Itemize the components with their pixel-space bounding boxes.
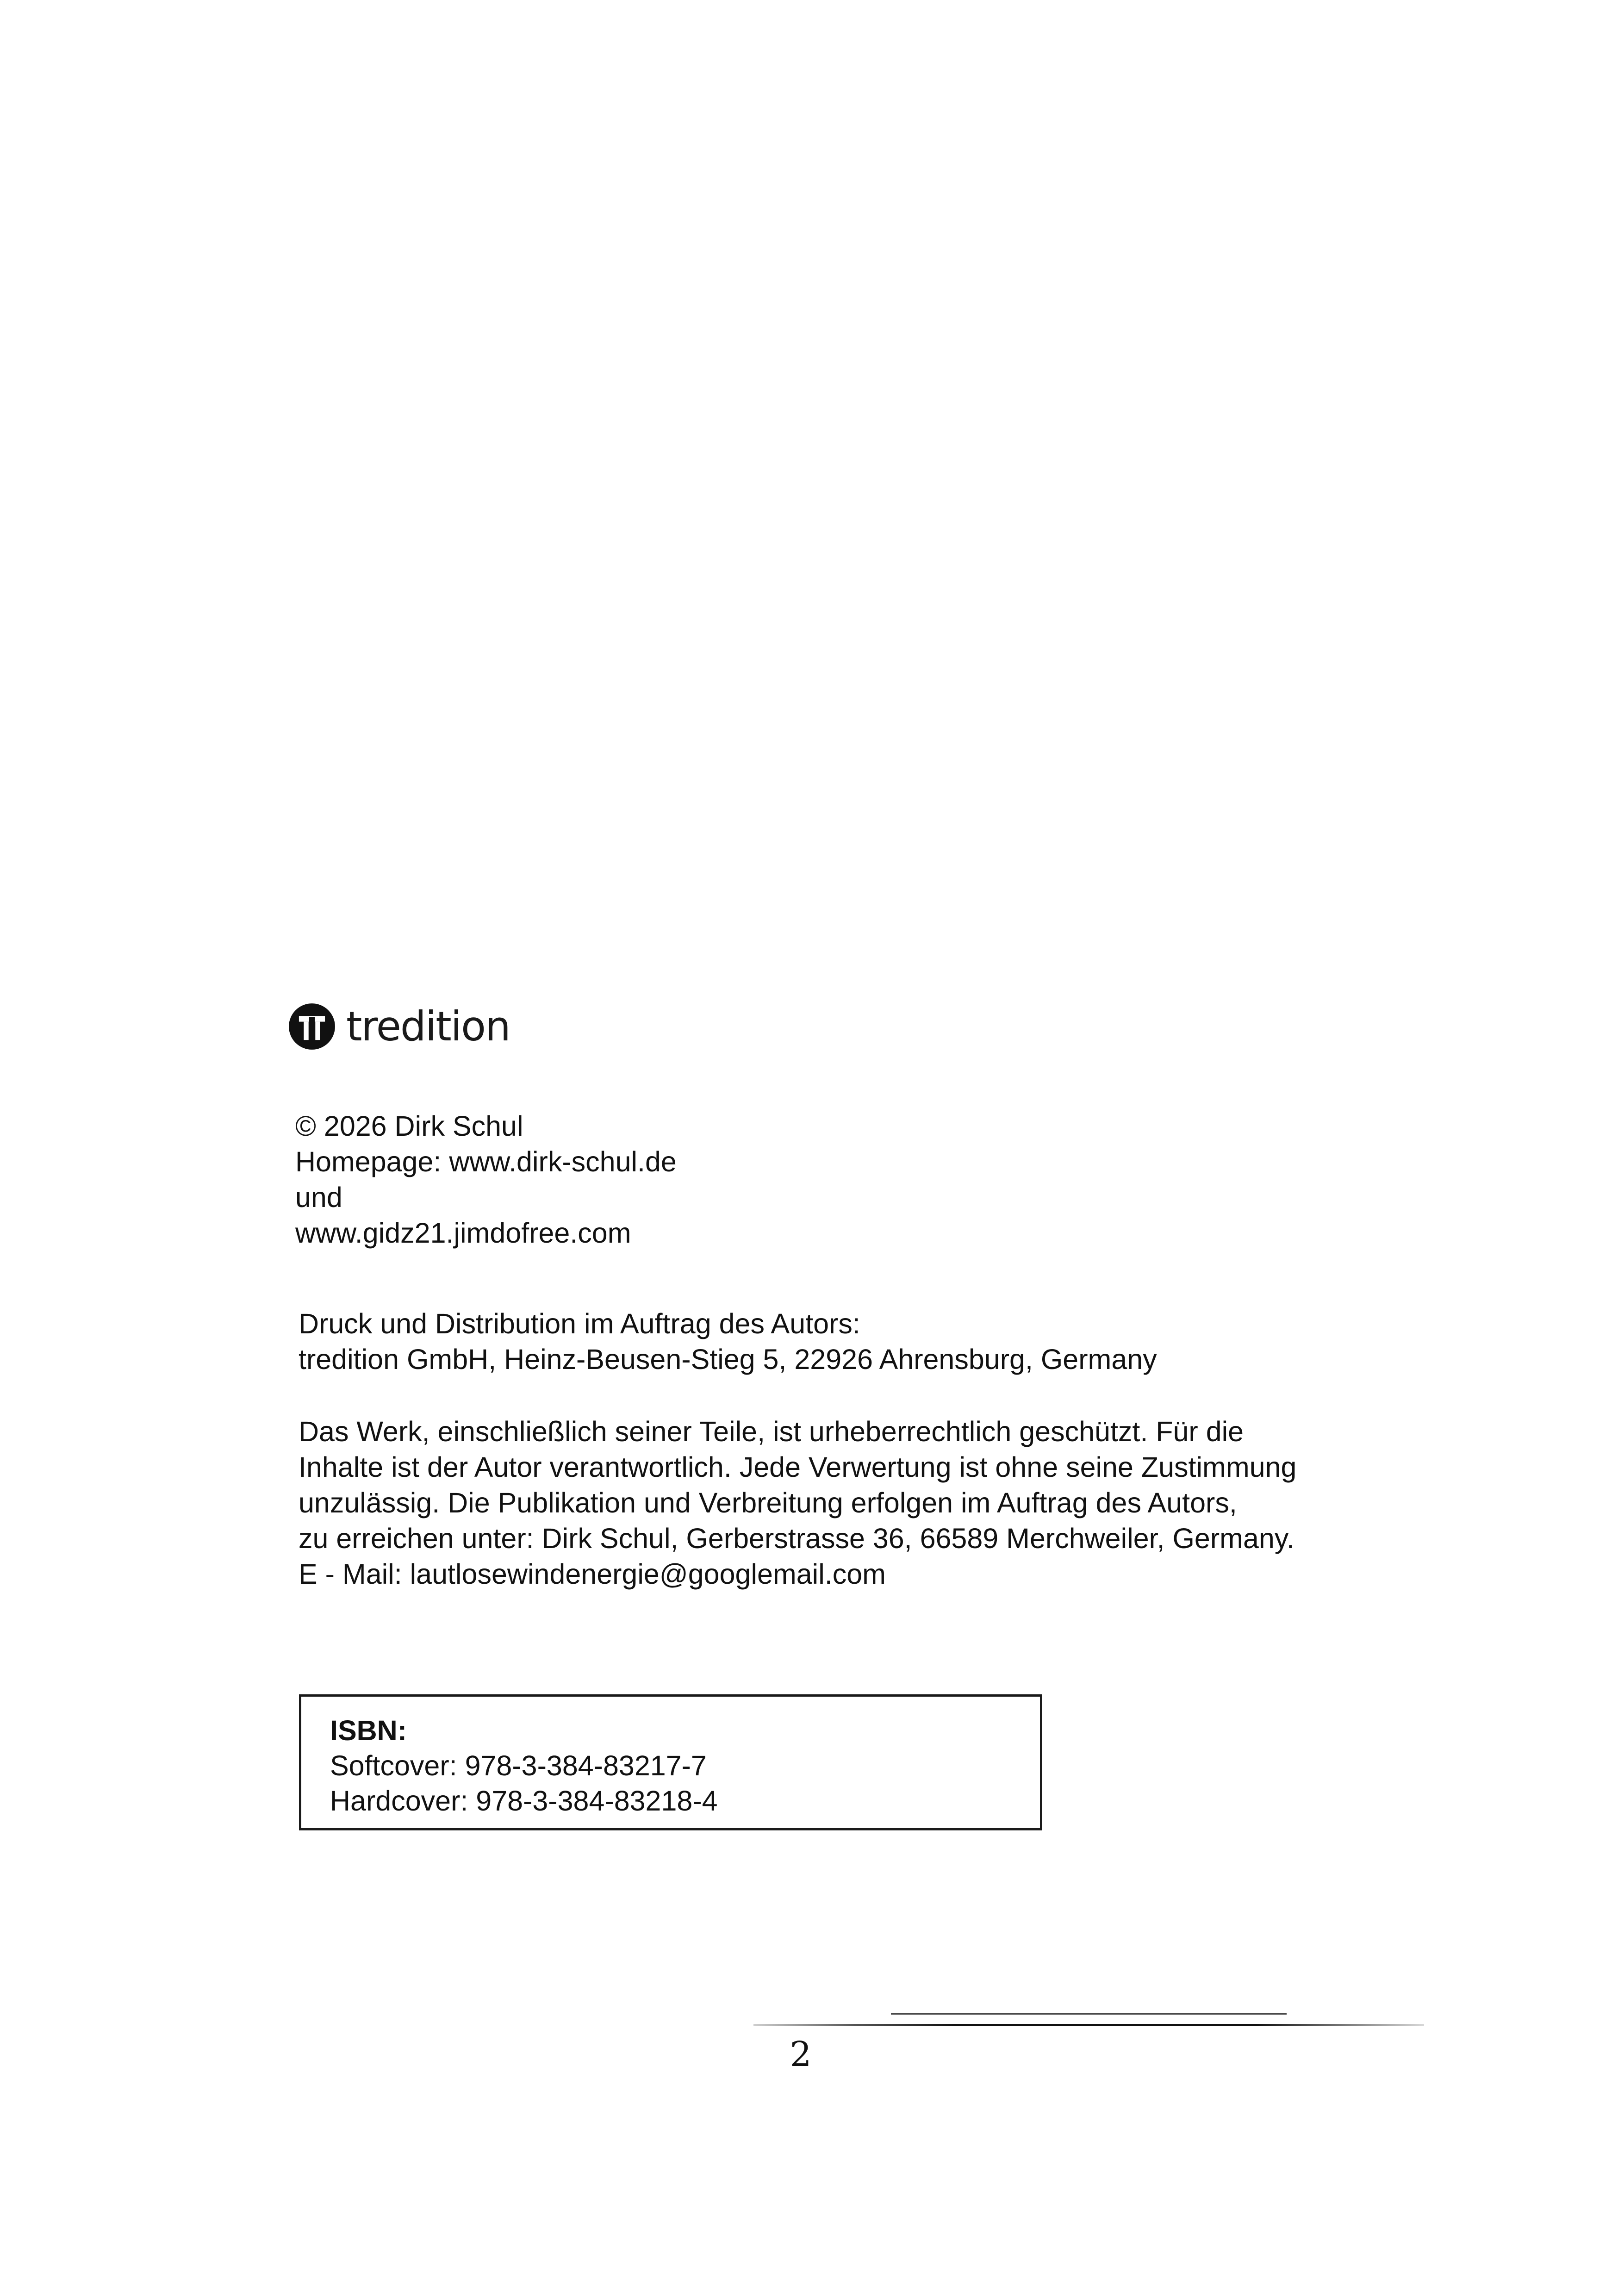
legal-notice-line: Inhalte ist der Autor verantwortlich. Jede Verwertung ist ohne seine Zustimmung [299,1451,1297,1483]
page-number: 2 [790,2035,812,2074]
and-line: und [295,1182,342,1213]
website-line: www.gidz21.jimdofree.com [295,1217,631,1249]
copyright-block [295,1108,677,1251]
printing-block [299,1306,1157,1377]
isbn-hardcover: Hardcover: 978-3-384-83218-4 [330,1785,718,1817]
legal-notice-block [299,1414,1296,1592]
footer-divider-top [891,2013,1287,2015]
publisher-address-line: tredition GmbH, Heinz-Beusen-Stieg 5, 22926 Ahrensburg, Germany [299,1344,1157,1375]
isbn-box [299,1694,1042,1830]
legal-notice-line: unzulässig. Die Publikation und Verbreitung erfolgen im Auftrag des Autors, [299,1487,1237,1518]
publisher-logo [288,999,510,1054]
publisher-name: tredition [346,1002,510,1050]
footer-divider [753,2024,1424,2026]
legal-notice-line: zu erreichen unter: Dirk Schul, Gerberstrasse 36, 66589 Merchweiler, Germany. [299,1523,1294,1554]
homepage-line: Homepage: www.dirk-schul.de [295,1146,677,1177]
tredition-logo-icon [288,1002,336,1051]
isbn-softcover: Softcover: 978-3-384-83217-7 [330,1750,707,1781]
printing-line: Druck und Distribution im Auftrag des Autors: [299,1308,860,1339]
copyright-line: © 2026 Dirk Schul [295,1110,523,1142]
isbn-heading: ISBN: [330,1715,407,1746]
legal-notice-line: Das Werk, einschließlich seiner Teile, ist urheberrechtlich geschützt. Für die [299,1416,1244,1447]
email-line: E - Mail: lautlosewindenergie@googlemail.com [299,1558,886,1590]
